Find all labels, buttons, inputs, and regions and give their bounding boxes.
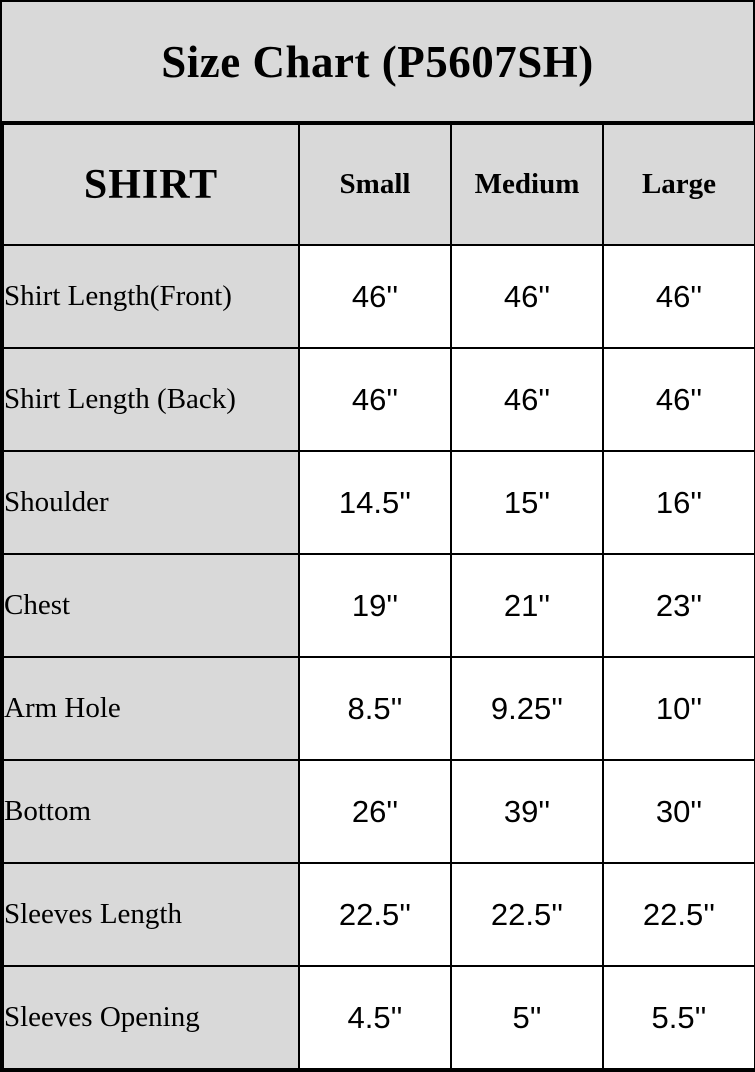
value-cell: 9.25'' [451,657,603,760]
table-row [3,348,755,451]
value-cell: 46'' [603,348,755,451]
table-row [3,554,755,657]
value-cell: 46'' [451,348,603,451]
row-label: Sleeves Opening [3,966,299,1069]
chart-title-row [2,2,753,123]
value-cell: 46'' [299,348,451,451]
value-cell: 46'' [451,245,603,348]
corner-header-shirt: SHIRT [3,124,299,245]
value-cell: 22.5'' [299,863,451,966]
table-row [3,760,755,863]
table-header-row [3,124,755,245]
value-cell: 16'' [603,451,755,554]
value-cell: 10'' [603,657,755,760]
value-cell: 39'' [451,760,603,863]
value-cell: 5'' [451,966,603,1069]
row-label: Shoulder [3,451,299,554]
value-cell: 26'' [299,760,451,863]
value-cell: 4.5'' [299,966,451,1069]
value-cell: 19'' [299,554,451,657]
value-cell: 15'' [451,451,603,554]
row-label: Shirt Length (Back) [3,348,299,451]
row-label: Sleeves Length [3,863,299,966]
table-row [3,966,755,1069]
value-cell: 46'' [299,245,451,348]
row-label: Arm Hole [3,657,299,760]
value-cell: 21'' [451,554,603,657]
table-row [3,451,755,554]
column-header-small: Small [299,124,451,245]
table-row [3,245,755,348]
value-cell: 46'' [603,245,755,348]
chart-title: Size Chart (P5607SH) [161,36,594,87]
value-cell: 8.5'' [299,657,451,760]
value-cell: 14.5'' [299,451,451,554]
value-cell: 22.5'' [603,863,755,966]
column-header-large: Large [603,124,755,245]
column-header-medium: Medium [451,124,603,245]
row-label: Shirt Length(Front) [3,245,299,348]
value-cell: 5.5'' [603,966,755,1069]
size-table [2,123,755,1070]
table-row [3,863,755,966]
value-cell: 30'' [603,760,755,863]
table-row [3,657,755,760]
row-label: Chest [3,554,299,657]
value-cell: 23'' [603,554,755,657]
row-label: Bottom [3,760,299,863]
value-cell: 22.5'' [451,863,603,966]
